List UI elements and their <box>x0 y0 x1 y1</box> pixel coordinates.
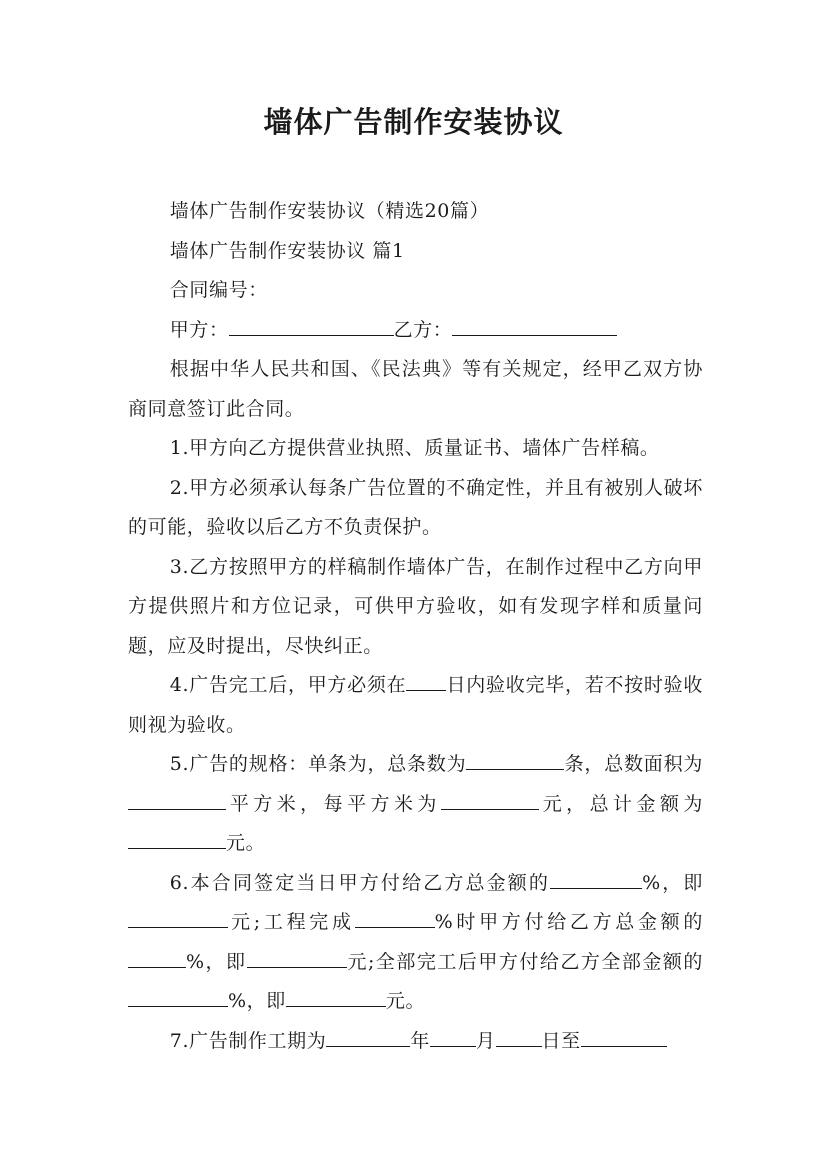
clause-5-text-d: 元，总计金额为 <box>538 792 704 815</box>
clause-7-text-c: 月 <box>475 1029 496 1052</box>
clause-6-text-f: 元;全部完工后甲方付给乙方全部金额的 <box>346 950 703 973</box>
clause-7-month-blank <box>430 1027 476 1046</box>
clause-5-text-e: 元。 <box>226 832 266 854</box>
party-a-blank <box>229 316 394 335</box>
clause-3: 3.乙方按照甲方的样稿制作墙体广告，在制作过程中乙方向甲方提供照片和方位记录，可供甲方验收，如有发现字样和质量问题，应及时提出，尽快纠正。 <box>128 555 703 657</box>
clause-5-unit-price-blank <box>441 790 539 809</box>
party-a-label: 甲方： <box>169 318 229 341</box>
contract-number-line: 合同编号： <box>169 279 268 301</box>
clause-5 <box>128 745 703 864</box>
clause-7-text-b: 年 <box>410 1029 430 1052</box>
clause-5-text-b: 条，总数面积为 <box>564 753 703 775</box>
clause-7-text-d: 日至 <box>541 1029 581 1052</box>
document-body <box>128 192 703 1061</box>
document-title: 墙体广告制作安装协议 <box>263 105 564 139</box>
clause-4-text-b: 日内验收完毕，若不按时验收则视为验收。 <box>128 674 703 736</box>
clause-6-percent-blank-2 <box>128 948 186 967</box>
subtitle-line: 墙体广告制作安装协议（精选20篇） <box>169 200 490 222</box>
clause-5-area-blank <box>128 790 226 809</box>
clause-6-text-e: %，即 <box>186 950 247 973</box>
intro-paragraph: 根据中华人民共和国、《民法典》等有关规定，经甲乙双方协商同意签订此合同。 <box>128 358 703 420</box>
clause-6-percent-blank-3 <box>128 988 228 1007</box>
clause-6 <box>128 864 703 1022</box>
clause-5-total-blank <box>128 830 226 849</box>
clause-6-text-g: %，即 <box>228 990 286 1012</box>
clause-7-text-a: 7.广告制作工期为 <box>169 1029 327 1052</box>
clause-6-text-a: 6.本合同签定当日甲方付给乙方总金额的 <box>169 871 551 894</box>
clause-5-text-a: 5.广告的规格：单条为，总条数为 <box>169 753 467 775</box>
clause-6-text-h: 元。 <box>385 990 426 1012</box>
clause-4-text-a: 4.广告完工后，甲方必须在 <box>169 674 407 696</box>
clause-5-text-c: 平方米，每平方米为 <box>226 792 441 815</box>
clause-4 <box>128 666 703 745</box>
clause-1: 1.甲方向乙方提供营业执照、质量证书、墙体广告样稿。 <box>169 437 660 459</box>
clause-6-text-b: %，即 <box>642 871 703 894</box>
clause-7-day-blank <box>496 1027 542 1046</box>
section-heading: 墙体广告制作安装协议 篇1 <box>169 239 405 262</box>
clause-6-text-c: 元;工程完成 <box>228 911 355 933</box>
clause-6-amount-blank-2 <box>247 948 347 967</box>
parties-line <box>128 311 703 351</box>
party-b-label: 乙方： <box>393 318 453 341</box>
clause-6-amount-blank-1 <box>128 909 228 928</box>
clause-6-progress-blank <box>355 909 435 928</box>
clause-2: 2.甲方必须承认每条广告位置的不确定性，并且有被别人破坏的可能，验收以后乙方不负责保护。 <box>128 476 703 538</box>
clause-7 <box>128 1022 703 1062</box>
clause-6-text-d: %时甲方付给乙方总金额的 <box>434 911 703 933</box>
clause-7-end-blank <box>581 1027 667 1046</box>
clause-6-percent-blank-1 <box>550 869 642 888</box>
clause-5-count-blank <box>466 751 564 770</box>
clause-7-year-blank <box>326 1027 410 1046</box>
clause-4-days-blank <box>406 672 446 691</box>
clause-6-amount-blank-3 <box>286 988 386 1007</box>
party-b-blank <box>452 316 617 335</box>
